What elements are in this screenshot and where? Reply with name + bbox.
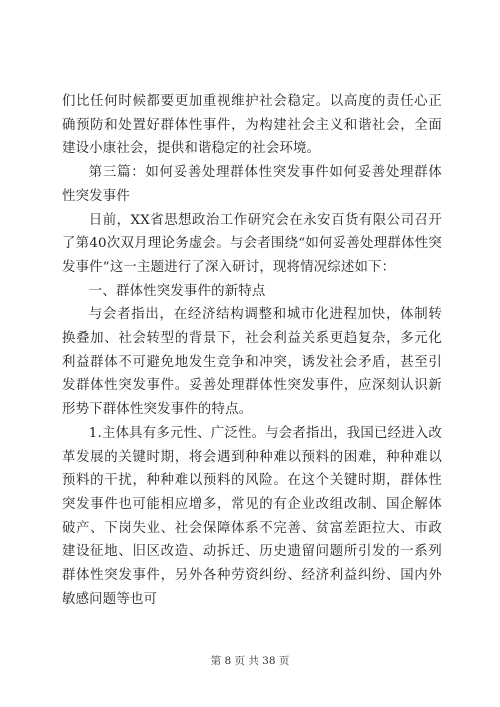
page-footer: 第 8 页 共 38 页 <box>210 655 290 667</box>
paragraph-4: 1.主体具有多元性、广泛性。与会者指出，我国已经进入改革发展的关键时期，将会遇到种种难以预料的困难，种种难以预料的干扰，种种难以预料的风险。在这个关键时期，群体性突发事件也可能相应增多，常见的有企业改组改制、国企解体破产、下岗失业、社会保障体系不完善、贫富差距拉大、市政建设征地、旧区改造、动拆迁、历史遗留问题所引发的一系列群体性突发事件，另外各种劳资纠纷、经济利益纠纷、国内外敏感问题等也可 <box>62 425 442 607</box>
document-body <box>62 90 442 611</box>
subheading-1: 一、群体性突发事件的新特点 <box>88 283 266 299</box>
paragraph-2: 日前，XX省思想政治工作研究会在永安百货有限公司召开了第40次双月理论务虚会。与会者围绕“如何妥善处理群体性突发事件”这一主题进行了深入研讨，现将情况综述如下： <box>62 212 442 275</box>
paragraph-1: 们比任何时候都要更加重视维护社会稳定。以高度的责任心正确预防和处置好群体性事件，为构建社会主义和谐社会，全面建设小康社会，提供和谐稳定的社会环境。 <box>62 94 442 157</box>
paragraph-3: 与会者指出，在经济结构调整和城市化进程加快，体制转换叠加、社会转型的背景下，社会利益关系更趋复杂，多元化利益群体不可避免地发生竞争和冲突，诱发社会矛盾，甚至引发群体性突发事件。妥善处理群体性突发事件，应深刻认识新形势下群体性突发事件的特点。 <box>62 307 442 418</box>
section-heading-3: 第三篇：如何妥善处理群体性突发事件如何妥善处理群体性突发事件 <box>62 165 442 204</box>
